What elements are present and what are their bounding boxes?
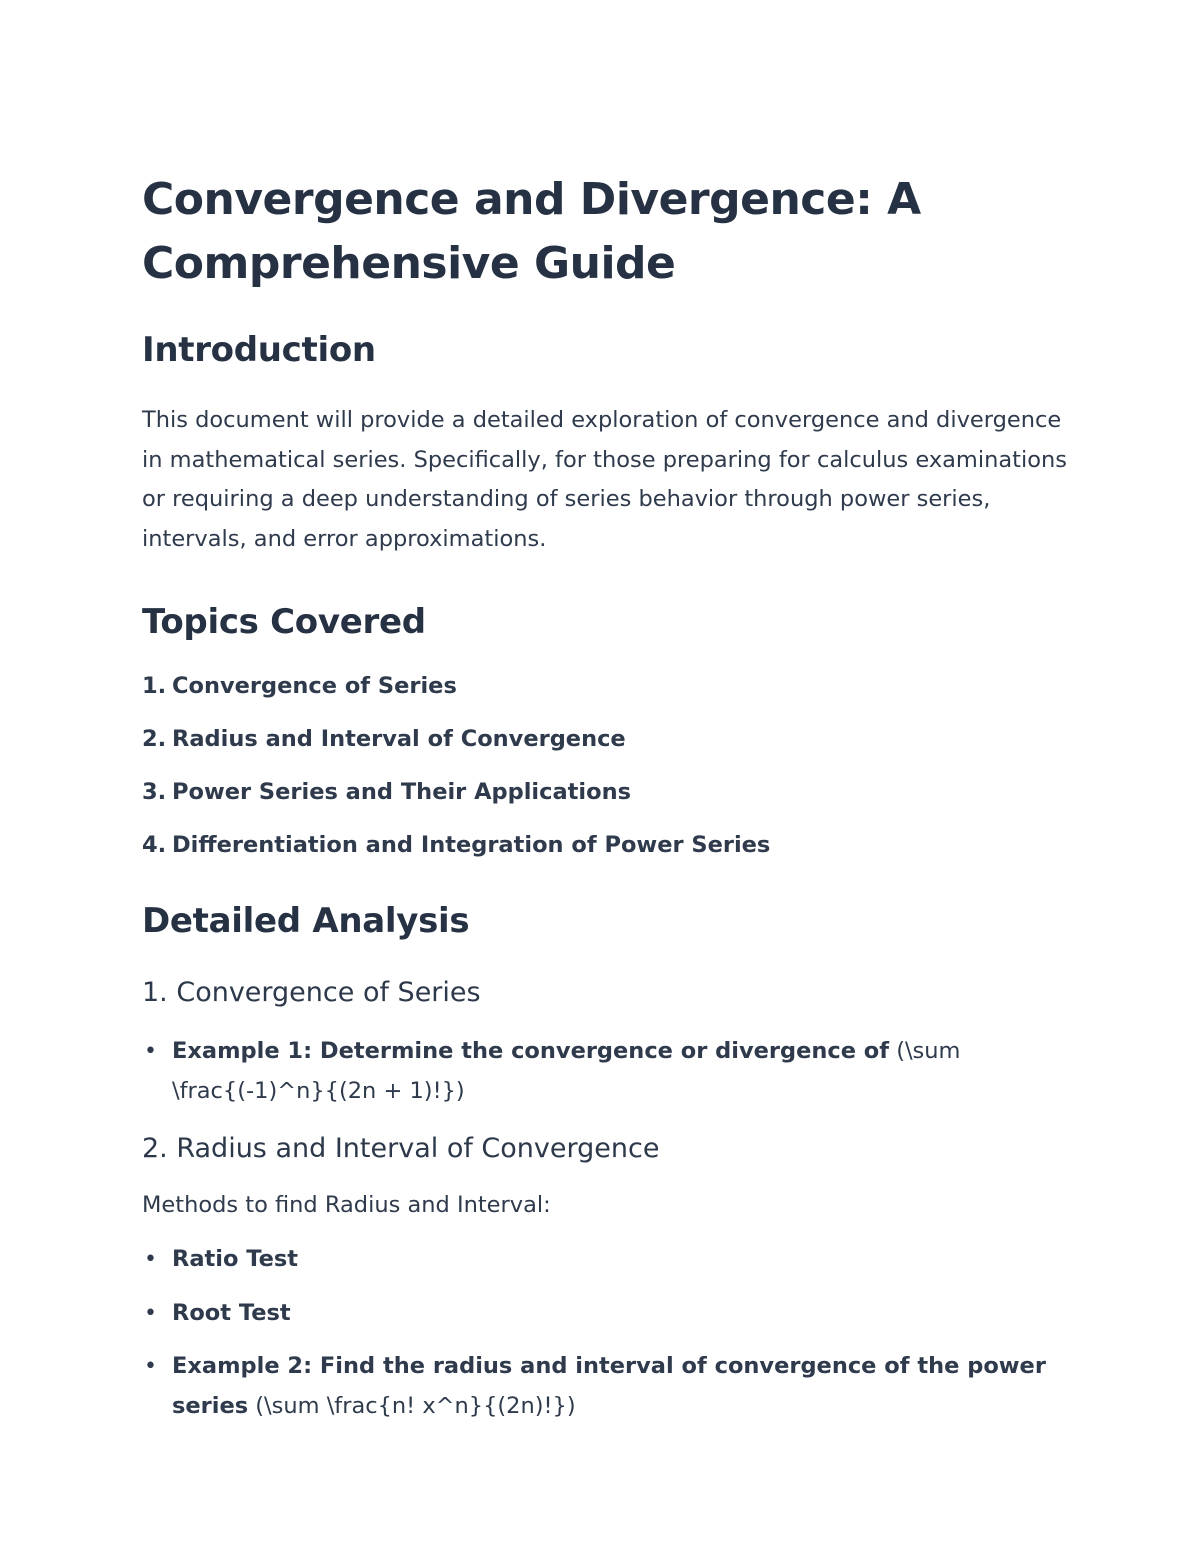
topic-item xyxy=(142,671,1072,701)
bullet-icon: • xyxy=(144,1300,157,1326)
introduction-text: This document will provide a detailed exploration of convergence and divergence in mathematical series. Specifically, for those preparing for calculus examinations or requiring a deep understanding of series behavior through power series, intervals, and error approximations. xyxy=(142,407,1067,552)
list-item xyxy=(142,1294,1072,1334)
document-page xyxy=(142,168,1072,1440)
list-item xyxy=(142,1347,1072,1426)
topic-number: 3. xyxy=(142,779,167,805)
topic-item xyxy=(142,777,1072,807)
topic-item xyxy=(142,724,1072,754)
topics-heading: Topics Covered xyxy=(142,602,426,642)
section1-heading: 1. Convergence of Series xyxy=(142,977,481,1008)
method-ratio-test: Ratio Test xyxy=(172,1246,299,1272)
topic-item xyxy=(142,830,1072,860)
topic-label: Convergence of Series xyxy=(172,673,457,699)
method-root-test: Root Test xyxy=(172,1299,291,1326)
list-item xyxy=(142,1032,1072,1111)
bullet-icon: • xyxy=(144,1247,157,1272)
list-item xyxy=(142,1240,1072,1280)
topic-label: Power Series and Their Applications xyxy=(172,779,631,805)
introduction-heading: Introduction xyxy=(142,330,376,370)
bullet-icon: • xyxy=(144,1354,157,1379)
topic-label: Radius and Interval of Convergence xyxy=(172,726,626,752)
document-title: Convergence and Divergence: A Comprehensive Guide xyxy=(142,174,921,289)
topics-list xyxy=(142,671,1072,860)
example1-formula: (\sum \frac{(-1)^n}{(2n + 1)!}) xyxy=(172,1038,961,1104)
analysis-heading: Detailed Analysis xyxy=(142,901,470,941)
example2-label: Example 2: Find the radius and interval of convergence of the power series xyxy=(172,1353,1046,1419)
example2-formula: (\sum \frac{n! x^n}{(2n)!}) xyxy=(255,1392,576,1419)
example1-label: Example 1: Determine the convergence or divergence of xyxy=(172,1038,890,1064)
topic-label: Differentiation and Integration of Power Series xyxy=(172,832,771,858)
methods-label: Methods to find Radius and Interval: xyxy=(142,1192,551,1218)
topic-number: 1. xyxy=(142,673,167,699)
section2-heading: 2. Radius and Interval of Convergence xyxy=(142,1133,660,1164)
topic-number: 4. xyxy=(142,832,167,858)
bullet-icon: • xyxy=(144,1039,157,1064)
topic-number: 2. xyxy=(142,726,167,752)
section2-bullets xyxy=(142,1240,1072,1426)
section1-bullets xyxy=(142,1032,1072,1111)
